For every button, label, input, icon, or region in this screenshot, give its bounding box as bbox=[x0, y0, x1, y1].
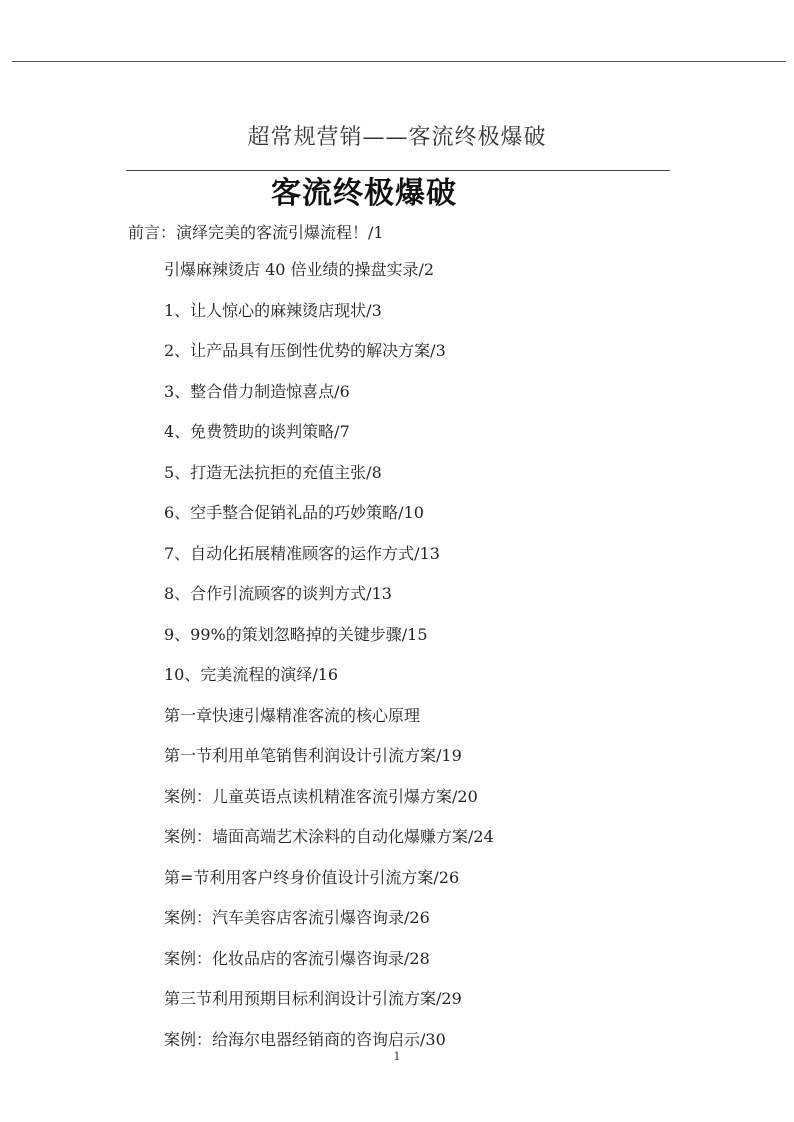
table-of-contents bbox=[164, 259, 494, 1069]
toc-entry: 3、整合借力制造惊喜点/6 bbox=[164, 381, 350, 401]
toc-entry: 案例：给海尔电器经销商的咨询启示/30 bbox=[164, 1029, 446, 1049]
toc-entry: 第=节利用客户终身价值设计引流方案/26 bbox=[164, 867, 460, 887]
toc-entry: 第一章快速引爆精准客流的核心原理 bbox=[164, 705, 421, 725]
toc-entry: 案例：汽车美容店客流引爆咨询录/26 bbox=[164, 908, 430, 927]
toc-entry: 5、打造无法抗拒的充值主张/8 bbox=[164, 462, 382, 482]
toc-entry: 6、空手整合促销礼品的巧妙策略/10 bbox=[164, 503, 424, 522]
toc-entry: 10、完美流程的演绎/16 bbox=[164, 665, 339, 684]
toc-entry: 9、99%的策划忽略掉的关键步骤/15 bbox=[164, 624, 428, 644]
toc-entry: 案例：化妆品店的客流引爆咨询录/28 bbox=[164, 948, 430, 968]
toc-entry: 引爆麻辣烫店 40 倍业绩的操盘实录/2 bbox=[164, 260, 435, 279]
toc-entry: 1、让人惊心的麻辣烫店现状/3 bbox=[164, 300, 382, 320]
toc-entry: 第三节利用预期目标利润设计引流方案/29 bbox=[164, 989, 462, 1008]
toc-entry: 案例：儿童英语点读机精准客流引爆方案/20 bbox=[164, 786, 478, 806]
preface-entry: 前言：演绎完美的客流引爆流程！/1 bbox=[128, 223, 384, 242]
page-number: 1 bbox=[393, 1050, 401, 1063]
toc-entry: 第一节利用单笔销售利润设计引流方案/19 bbox=[164, 746, 462, 765]
document-title: 客流终极爆破 bbox=[271, 176, 457, 211]
toc-entry: 7、自动化拓展精准顾客的运作方式/13 bbox=[164, 543, 440, 563]
running-header-title: 超常规营销——客流终极爆破 bbox=[247, 125, 547, 150]
toc-entry: 8、合作引流顾客的谈判方式/13 bbox=[164, 584, 392, 603]
toc-entry: 案例：墙面高端艺术涂料的自动化爆赚方案/24 bbox=[164, 827, 494, 846]
top-divider bbox=[12, 61, 786, 62]
toc-entry: 4、免费赞助的谈判策略/7 bbox=[164, 422, 350, 441]
toc-entry: 2、让产品具有压倒性优势的解决方案/3 bbox=[164, 341, 446, 360]
